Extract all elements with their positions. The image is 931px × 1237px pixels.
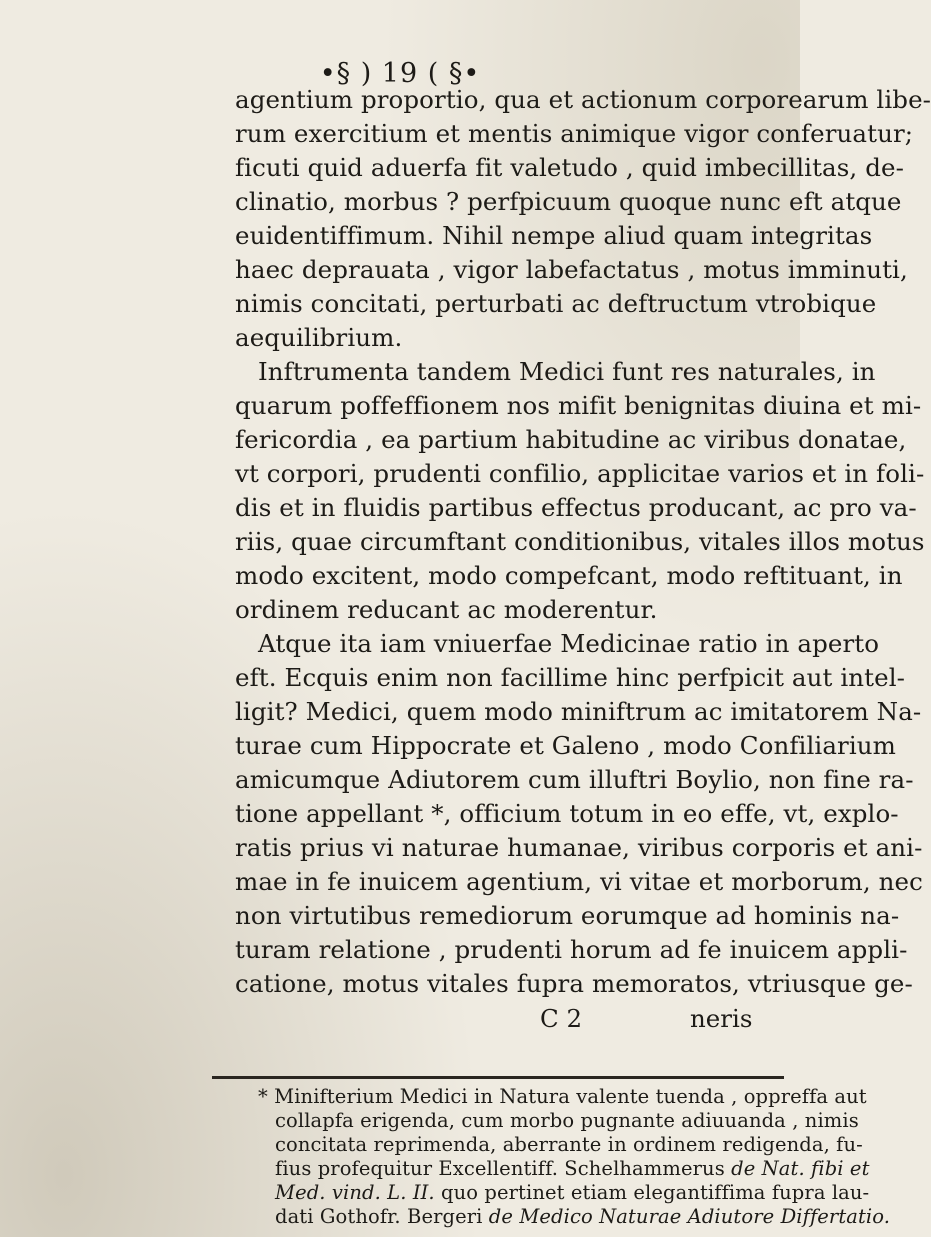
body-line: clinatio, morbus ? perfpicuum quoque nunc eft atque (235, 187, 902, 216)
body-line: ligit? Medici, quem modo miniftrum ac imitatorem Na- (235, 697, 922, 726)
footnote-text: quo pertinet etiam elegantiffima fupra lau- (434, 1181, 870, 1204)
footnote-line (275, 1205, 890, 1229)
body-line: agentium proportio, qua et actionum corporearum libe- (235, 85, 931, 114)
body-line: catione, motus vitales fupra memoratos, vtriusque ge- (235, 969, 913, 998)
body-line: turae cum Hippocrate et Galeno , modo Confiliarium (235, 731, 896, 760)
body-line: rum exercitium et mentis animique vigor conferuatur; (235, 119, 914, 148)
body-line: nimis concitati, perturbati ac deftructum vtrobique (235, 289, 877, 318)
body-line: tione appellant *, officium totum in eo effe, vt, explo- (235, 799, 899, 828)
catchword: neris (690, 1004, 753, 1033)
footnote-text: fius profequitur Excellentiff. Schelhammerus (275, 1157, 732, 1180)
body-line: aequilibrium. (235, 323, 403, 352)
body-line: mae in fe inuicem agentium, vi vitae et morborum, nec (235, 867, 923, 896)
footnote-line (275, 1157, 870, 1181)
body-line: ordinem reducant ac moderentur. (235, 595, 658, 624)
paragraph-start-line: Atque ita iam vniuerfae Medicinae ratio in aperto (258, 629, 880, 658)
body-line: fericordia , ea partium habitudine ac viribus donatae, (235, 425, 907, 454)
body-line: haec deprauata , vigor labefactatus , motus imminuti, (235, 255, 908, 284)
body-line: riis, quae circumftant conditionibus, vitales illos motus (235, 527, 925, 556)
body-line: amicumque Adiutorem cum illuftri Boylio, non fine ra- (235, 765, 914, 794)
footnote-line: * Minifterium Medici in Natura valente tuenda , oppreffa aut (258, 1085, 867, 1108)
body-line: ficuti quid aduerfa fit valetudo , quid imbecillitas, de- (235, 153, 904, 182)
body-line: vt corpori, prudenti confilio, applicitae varios et in foli- (235, 459, 925, 488)
body-line: turam relatione , prudenti horum ad fe inuicem appli- (235, 935, 908, 964)
body-line: quarum poffeffionem nos mifit benignitas diuina et mi- (235, 391, 922, 420)
running-head-page-number: •§ ) 19 ( §• (319, 58, 481, 89)
footnote-work-title: de Medico Naturae Adiutore Differtatio. (488, 1205, 891, 1228)
body-line: eft. Ecquis enim non facillime hinc perfpicit aut intel- (235, 663, 906, 692)
paragraph-start-line: Inftrumenta tandem Medici funt res naturales, in (258, 357, 876, 386)
body-line: dis et in fluidis partibus effectus producant, ac pro va- (235, 493, 917, 522)
footnote-divider (212, 1076, 784, 1079)
footnote-text: dati Gothofr. Bergeri (275, 1205, 489, 1228)
footnote-line: concitata reprimenda, aberrante in ordinem redigenda, fu- (275, 1133, 863, 1156)
body-line: modo excitent, modo compefcant, modo reftituant, in (235, 561, 903, 590)
signature-mark: C 2 (540, 1004, 583, 1033)
body-line: euidentiffimum. Nihil nempe aliud quam integritas (235, 221, 873, 250)
footnote-line: collapfa erigenda, cum morbo pugnante adiuuanda , nimis (275, 1109, 859, 1132)
footnote-work-title: Med. vind. L. II. (275, 1181, 435, 1204)
body-line: non virtutibus remediorum eorumque ad hominis na- (235, 901, 900, 930)
footnote-work-title: de Nat. fibi et (731, 1157, 870, 1180)
body-line: ratis prius vi naturae humanae, viribus corporis et ani- (235, 833, 923, 862)
footnote-line (275, 1181, 869, 1205)
